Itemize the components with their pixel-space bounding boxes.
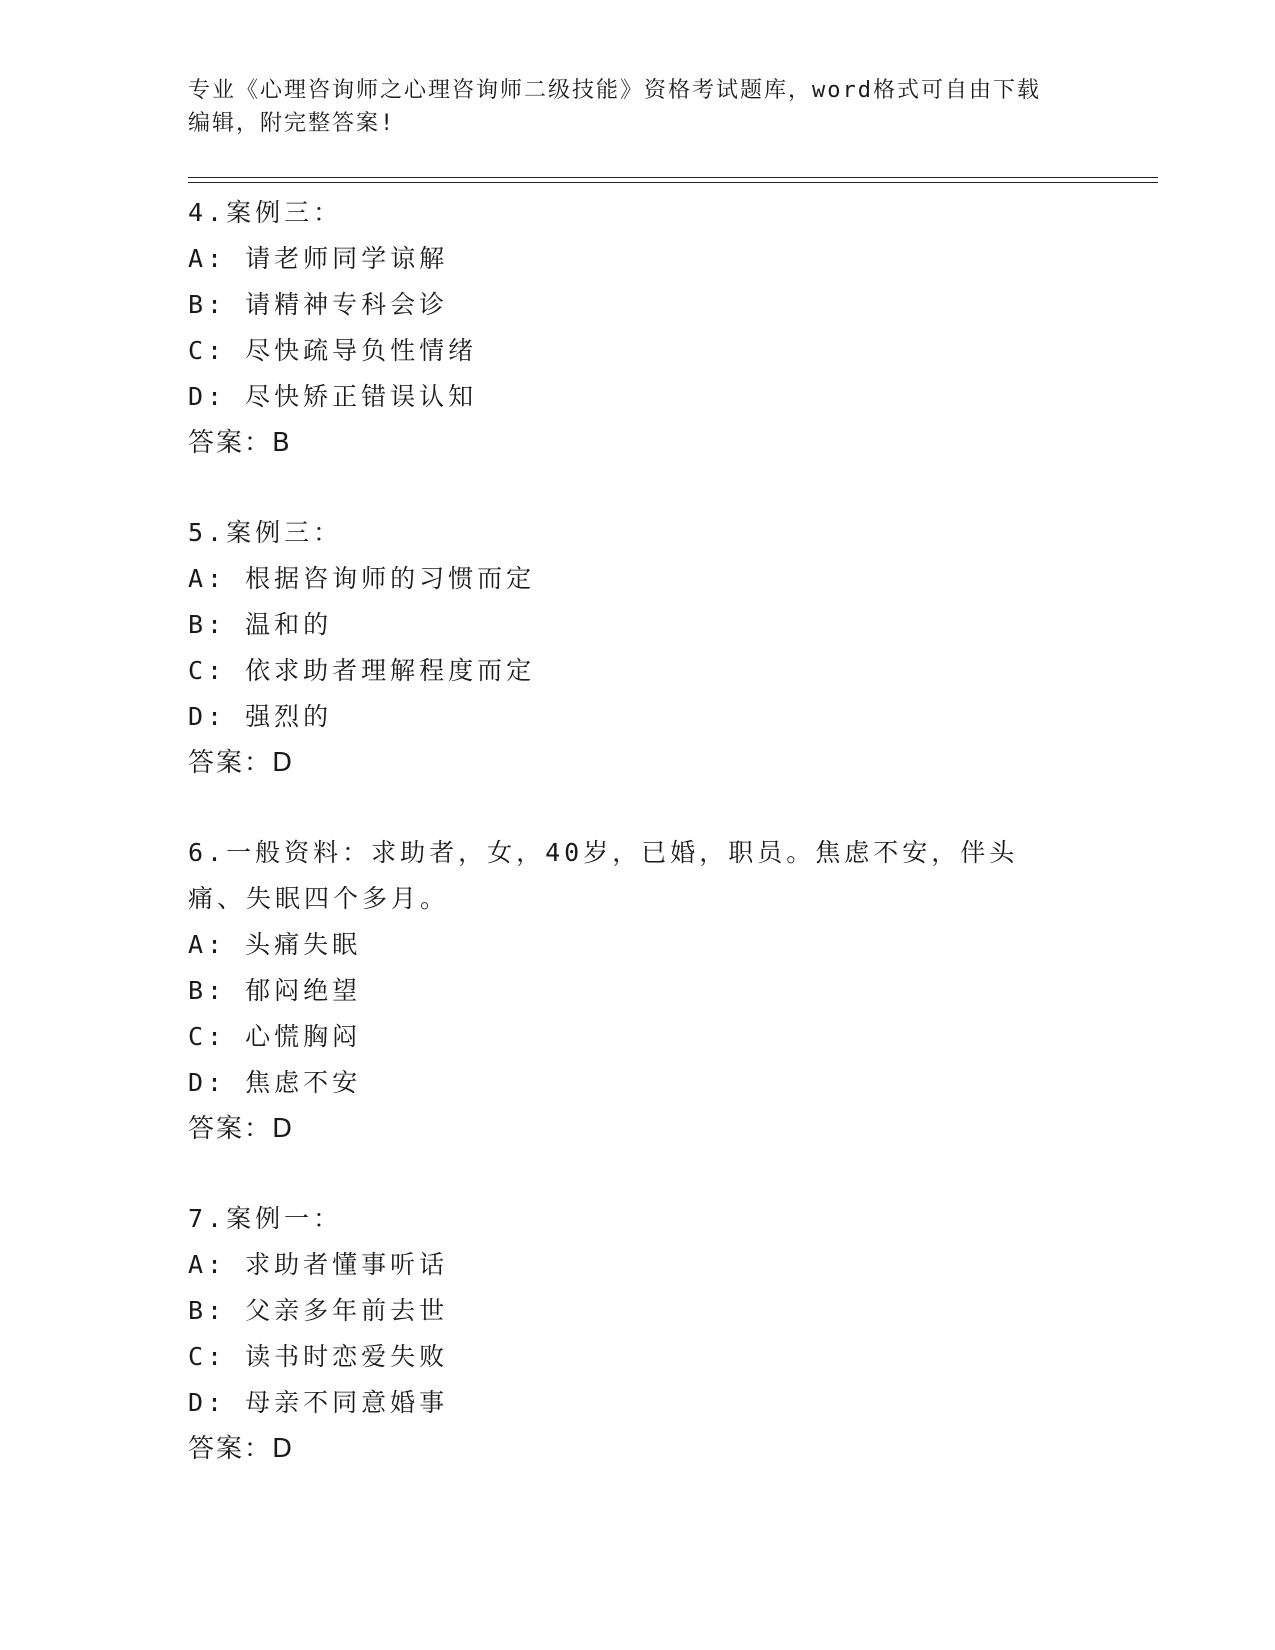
question-5 <box>188 510 1088 786</box>
answer-line: 答案：D <box>188 1434 295 1464</box>
option-a: A: 请老师同学谅解 <box>188 244 449 273</box>
header-title-line-1: 专业《心理咨询师之心理咨询师二级技能》资格考试题库，word格式可自由下载 <box>188 78 1041 103</box>
option-b: B: 温和的 <box>188 610 333 639</box>
option-d: D: 尽快矫正错误认知 <box>188 382 478 411</box>
option-b: B: 父亲多年前去世 <box>188 1296 449 1325</box>
option-a: A: 头痛失眠 <box>188 930 362 959</box>
option-b: B: 郁闷绝望 <box>188 976 362 1005</box>
question-6 <box>188 830 1088 1152</box>
option-c: C: 心慌胸闷 <box>188 1022 362 1051</box>
header-divider-bottom <box>188 182 1158 183</box>
option-b: B: 请精神专科会诊 <box>188 290 449 319</box>
header-title-line-2: 编辑，附完整答案! <box>188 111 396 136</box>
answer-line: 答案：B <box>188 428 292 458</box>
question-stem: 5.案例三： <box>188 518 343 547</box>
question-4 <box>188 190 1088 466</box>
option-d: D: 焦虑不安 <box>188 1068 362 1097</box>
option-d: D: 母亲不同意婚事 <box>188 1388 449 1417</box>
question-stem: 7.案例一： <box>188 1204 343 1233</box>
header-divider-top <box>188 177 1158 178</box>
option-c: C: 尽快疏导负性情绪 <box>188 336 478 365</box>
option-a: A: 根据咨询师的习惯而定 <box>188 564 536 593</box>
option-a: A: 求助者懂事听话 <box>188 1250 449 1279</box>
question-7 <box>188 1196 1088 1472</box>
document-header <box>188 74 1088 140</box>
answer-line: 答案：D <box>188 748 295 778</box>
question-list <box>188 190 1088 1516</box>
answer-line: 答案：D <box>188 1114 295 1144</box>
option-c: C: 依求助者理解程度而定 <box>188 656 536 685</box>
option-d: D: 强烈的 <box>188 702 333 731</box>
question-stem: 4.案例三： <box>188 198 343 227</box>
option-c: C: 读书时恋爱失败 <box>188 1342 449 1371</box>
question-stem: 6.一般资料：求助者，女，40岁，已婚，职员。焦虑不安，伴头痛、失眠四个多月。 <box>188 838 1019 913</box>
